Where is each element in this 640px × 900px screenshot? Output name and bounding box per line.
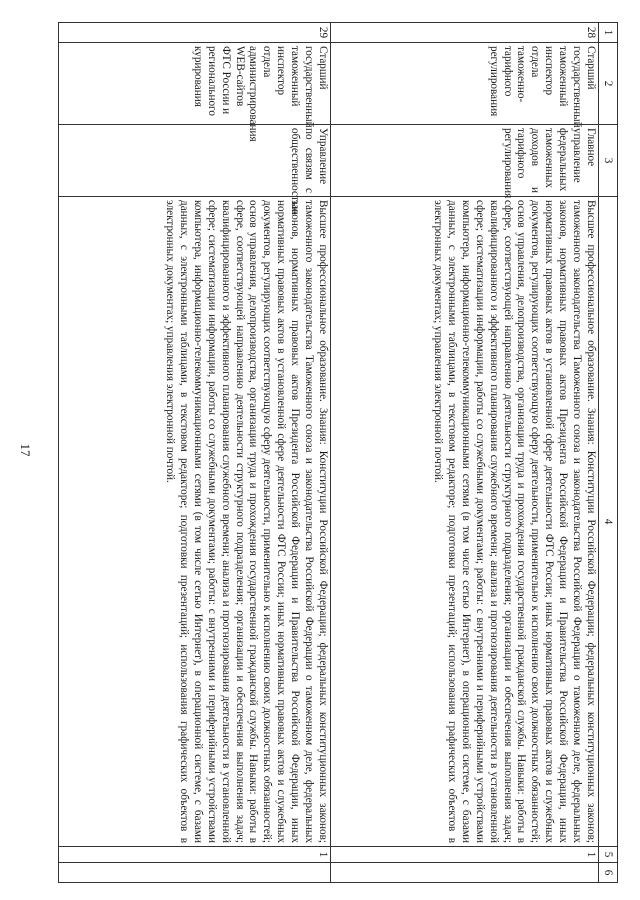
page-number: 17 [18,443,33,457]
column-6-value [59,863,331,883]
header-cell: 3 [599,125,618,197]
header-cell: 6 [599,863,618,883]
header-cell: 4 [599,197,618,847]
column-5-value: 1 [59,847,331,863]
header-cell: 5 [599,847,618,863]
header-cell: 1 [599,23,618,43]
row-number: 29 [59,23,331,43]
column-6-value [331,863,599,883]
table-row [331,23,599,883]
table-header-row [599,23,618,883]
position-title: Старший государственный таможенный инспектор отдела таможенно-тарифного регулирования [331,43,599,125]
row-number: 28 [331,23,599,43]
positions-table [58,22,618,883]
department-name: Управление по связям с общественностью [59,125,331,197]
rotated-page [58,22,618,882]
table-row [59,23,331,883]
position-title: Старший государственный таможенный инспектор отдела администрирования WEB-сайтов ФТС России и регионального курирования [59,43,331,125]
column-5-value: 1 [331,847,599,863]
qualification-requirements: Высшее профессиональное образование. Знания: Конституции Российской Федерации; федеральных конституционных законов; таможенного законодательства Таможенного союза и законодательства Российской Федерации о таможенном деле, федеральных законов, нормативных правовых актов Президента Российской Федерации и Правительства Российской Федерации, иных нормативных правовых актов в установленной сфере деятельности ФТС России; иных нормативных правовых актов и служебных документов, регулирующих соответствующую сферу деятельности, применительно к исполнению своих должностных обязанностей; основ управления, делопроизводства, организации труда и прохождения государственной гражданской службы. Навыки: работы в сфере, соответствующей направлению деятельности структурного подразделения; организации и обеспечения выполнения задач; квалифицированного и эффективного планирования служебного времени; анализа и прогнозирования деятельности в установленной сфере; систематизации информации, работы со служебными документами; работы: с внутренними и периферийными устройствами компьютера, информационно-телекоммуникационными сетями (в том числе сетью Интернет), в операционной системе, с базами данных, с электронными таблицами, в текстовом редакторе; подготовки презентаций; использования графических объектов в электронных документах; управления электронной почтой. [331,197,599,847]
header-cell: 2 [599,43,618,125]
department-name: Главное управление федеральных таможенных доходов и тарифного регулирования [331,125,599,197]
qualification-requirements: Высшее профессиональное образование. Знания: Конституции Российской Федерации; федеральных конституционных законов; таможенного законодательства Таможенного союза и законодательства Российской Федерации о таможенном деле, федеральных законов, нормативных правовых актов Президента Российской Федерации и Правительства Российской Федерации, иных нормативных правовых актов в установленной сфере деятельности ФТС России; иных нормативных правовых актов и служебных документов, регулирующих соответствующую сферу деятельности, применительно к исполнению своих должностных обязанностей; основ управления, делопроизводства, организации труда и прохождения государственной гражданской службы. Навыки: работы в сфере, соответствующей направлению деятельности структурного подразделения; организации и обеспечения выполнения задач; квалифицированного и эффективного планирования служебного времени; анализа и прогнозирования деятельности в установленной сфере; систематизации информации, работы со служебными документами; работы: с внутренними и периферийными устройствами компьютера, информационно-телекоммуникационными сетями (в том числе сетью Интернет), в операционной системе, с базами данных, с электронными таблицами, в текстовом редакторе; подготовки презентаций; использования графических объектов в электронных документах; управления электронной почтой. [59,197,331,847]
